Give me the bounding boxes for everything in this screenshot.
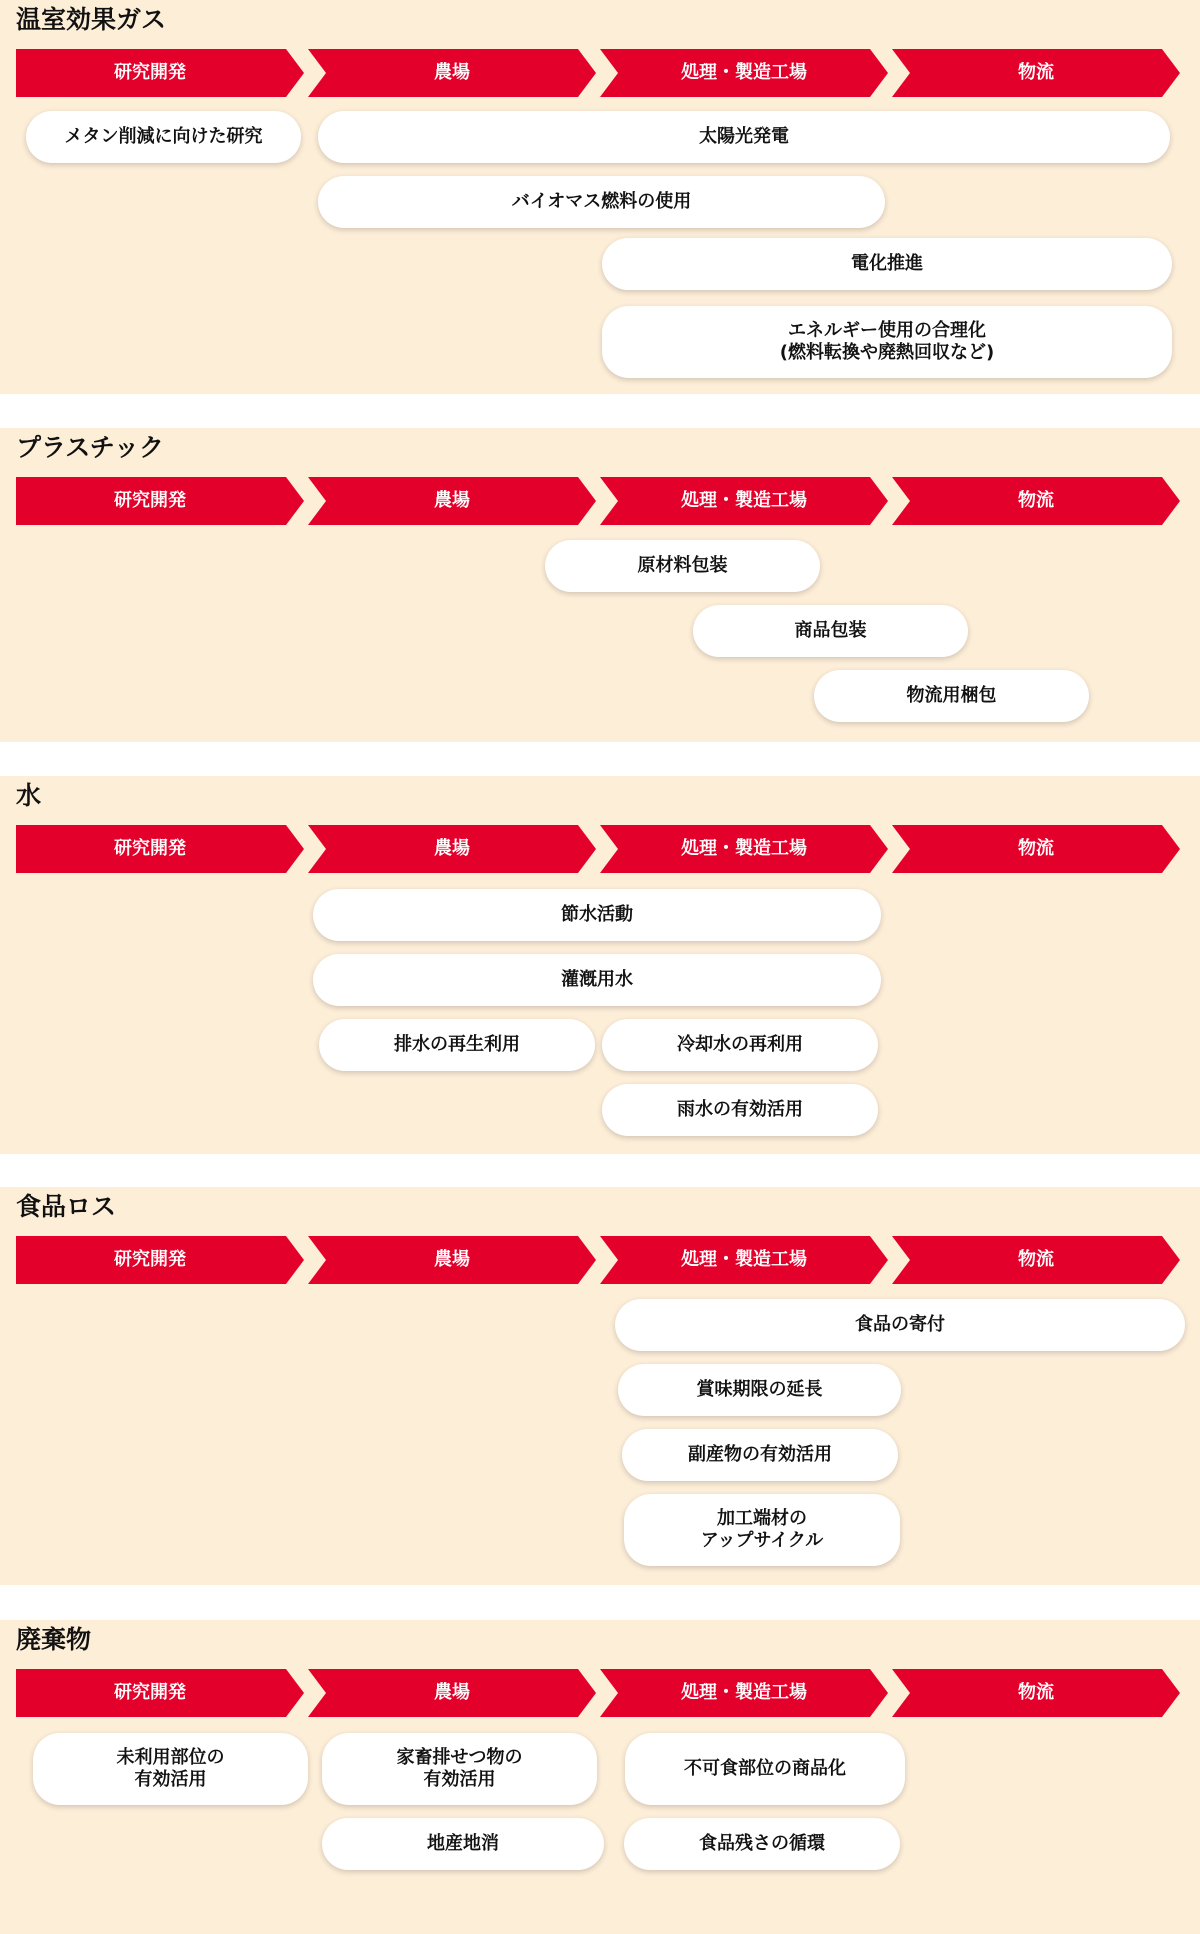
section-greenhouse-gas bbox=[0, 0, 1200, 394]
initiative-pill: 不可食部位の商品化 bbox=[625, 1733, 905, 1805]
stage-label: 研究開発 bbox=[114, 838, 186, 859]
stage-label: 処理・製造工場 bbox=[681, 62, 807, 83]
stage-label: 研究開発 bbox=[114, 1249, 186, 1270]
initiative-pill: 節水活動 bbox=[313, 889, 881, 941]
section-title: 温室効果ガス bbox=[16, 5, 167, 34]
initiative-pill: エネルギー使用の合理化 (燃料転換や廃熱回収など) bbox=[602, 306, 1172, 378]
stage-label: 農場 bbox=[434, 490, 470, 511]
stage-label: 物流 bbox=[1018, 1682, 1054, 1703]
value-chain-bar bbox=[16, 477, 1184, 525]
section-plastic bbox=[0, 428, 1200, 742]
stage-label: 物流 bbox=[1018, 1249, 1054, 1270]
stage-label: 研究開発 bbox=[114, 1682, 186, 1703]
value-chain-bar bbox=[16, 825, 1184, 873]
initiative-pill: 電化推進 bbox=[602, 238, 1172, 290]
initiative-pill: 副産物の有効活用 bbox=[622, 1429, 898, 1481]
stage-label: 農場 bbox=[434, 1682, 470, 1703]
initiative-pill: 雨水の有効活用 bbox=[602, 1084, 878, 1136]
initiative-pill: メタン削減に向けた研究 bbox=[26, 111, 301, 163]
stage-label: 処理・製造工場 bbox=[681, 490, 807, 511]
section-title: プラスチック bbox=[16, 433, 165, 462]
initiative-pill: 食品残さの循環 bbox=[624, 1818, 900, 1870]
value-chain-bar bbox=[16, 49, 1184, 97]
section-title: 廃棄物 bbox=[16, 1625, 92, 1654]
stage-label: 農場 bbox=[434, 1249, 470, 1270]
initiative-pill: 排水の再生利用 bbox=[319, 1019, 595, 1071]
stage-label: 物流 bbox=[1018, 490, 1054, 511]
stage-label: 処理・製造工場 bbox=[681, 1682, 807, 1703]
stage-label: 農場 bbox=[434, 62, 470, 83]
initiative-pill: 賞味期限の延長 bbox=[618, 1364, 901, 1416]
initiative-pill: 物流用梱包 bbox=[814, 670, 1089, 722]
initiative-pill: 家畜排せつ物の 有効活用 bbox=[322, 1733, 597, 1805]
value-chain-bar bbox=[16, 1669, 1184, 1717]
stage-label: 研究開発 bbox=[114, 62, 186, 83]
stage-label: 処理・製造工場 bbox=[681, 1249, 807, 1270]
value-chain-bar bbox=[16, 1236, 1184, 1284]
initiative-pill: 太陽光発電 bbox=[318, 111, 1170, 163]
stage-label: 農場 bbox=[434, 838, 470, 859]
initiative-pill: 冷却水の再利用 bbox=[602, 1019, 878, 1071]
stage-label: 処理・製造工場 bbox=[681, 838, 807, 859]
initiative-pill: バイオマス燃料の使用 bbox=[318, 176, 885, 228]
section-waste bbox=[0, 1620, 1200, 1934]
initiative-pill: 未利用部位の 有効活用 bbox=[33, 1733, 308, 1805]
initiative-pill: 食品の寄付 bbox=[615, 1299, 1185, 1351]
stage-label: 物流 bbox=[1018, 838, 1054, 859]
section-water bbox=[0, 776, 1200, 1154]
initiative-pill: 加工端材の アップサイクル bbox=[624, 1494, 900, 1566]
section-title: 食品ロス bbox=[16, 1192, 117, 1221]
section-title: 水 bbox=[16, 781, 42, 810]
initiative-pill: 灌漑用水 bbox=[313, 954, 881, 1006]
initiative-pill: 地産地消 bbox=[322, 1818, 604, 1870]
stage-label: 研究開発 bbox=[114, 490, 186, 511]
section-food-loss bbox=[0, 1187, 1200, 1585]
stage-label: 物流 bbox=[1018, 62, 1054, 83]
initiative-pill: 商品包装 bbox=[693, 605, 968, 657]
initiative-pill: 原材料包装 bbox=[545, 540, 820, 592]
